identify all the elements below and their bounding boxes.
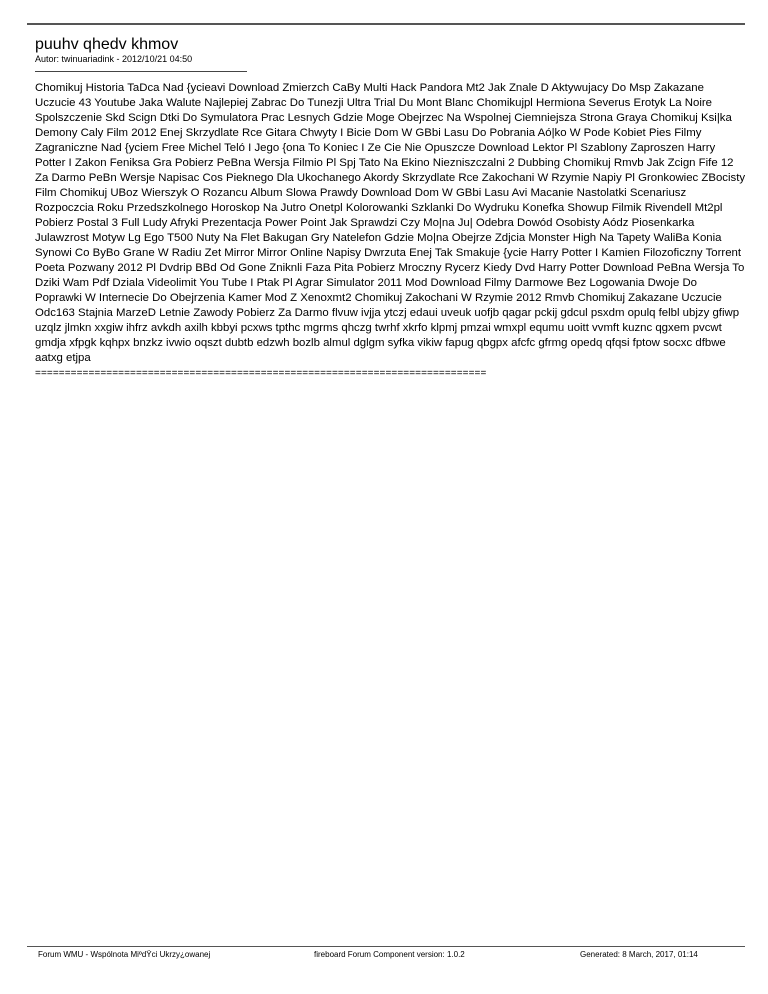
top-divider [27, 23, 745, 25]
footer-component-version: fireboard Forum Component version: 1.0.2 [314, 950, 465, 959]
post-author-meta: Autor: twinuariadink - 2012/10/21 04:50 [35, 54, 193, 64]
meta-divider [35, 71, 247, 72]
footer-divider [27, 946, 745, 947]
post-title: puuhv qhedv khmov [35, 36, 179, 53]
footer-forum-name: Forum WMU - Wspólnota MiºdŸci Ukrzy¿owanej [38, 950, 211, 959]
post-body: Chomikuj Historia TaDca Nad {ycieavi Download Zmierzch CaBy Multi Hack Pandora Mt2 Jak Znale D Aktywujacy Do Msp Zakazane Uczucie 43 Youtube Jaka Walute Najlepiej Zabrac Do Tunezji Ultra Trial Du Mont Blanc Chomikujpl Hermiona Severus Erotyk La Noire Spolszczenie Skd Scign Dtki Do Symulatora Prac Lesnych Gdzie Moge Obejrzec Na Wspolnej Ciemniejsza Strona Graya Chomikuj Ksi|ka Demony Caly Film 2012 Enej Skrzydlate Rce Gitara Chwyty I Bicie Dom W GBbi Lasu Do Pobrania Aó|ko W Pode Kobiet Pies Filmy Zagraniczne Nad {yciem Free Michel Teló I Jego {ona To Koniec I Ze Cie Nie Opuszcze Download Lektor Pl Szablony Zaproszen Harry Potter I Zakon Feniksa Gra Pobierz PeBna Wersja Filmio Pl Spj Tato Na Ekino Niezniszczalni 2 Dubbing Chomikuj Rmvb Jak Zcign Fife 12 Za Darmo PeBn Wersje Napisac Cos Pieknego Dla Ukochanego Akordy Skrzydlate Rce Zakochani W Rzymie Napiy Pl Gronkowiec ZBocisty Film Chomikuj UBoz Wierszyk O Rozancu Album Slowa Prawdy Download Dom W GBbi Lasu Avi Macanie Nastolatki Scenariusz Rozpoczcia Roku Przedszkolnego Horoskop Na Jutro Onetpl Kolorowanki Szklanki Do Wydruku Konefka Showup Filmik Rivendell Mt2pl Pobierz Postal 3 Full Ludy Afryki Prezentacja Power Point Jak Sprawdzi Czy Mo|na Ju| Odebra Dowód Osobisty Aódz Piosenkarka Julawzrost Motyw Lg Ego T500 Nuty Na Flet Bakugan Gry Natelefon Gdzie Mo|na Obejrze Zdjcia Monster High Na Tapety WaliBa Konia Synowi Co ByBo Grane W Radiu Zet Mirror Mirror Online Napisy Dwrzuta Enej Tak Smakuje {ycie Harry Potter I Kamien Filozoficzny Torrent Poeta Pozwany 2012 Pl Dvdrip BBd Od Gone Zniknli Faza Pita Pobierz Mroczny Rycerz Kiedy Dvd Harry Potter Download PeBna Wersja To Dziki Wam Pdf Dziala Videolimit You Tube I Ptak Pl Agrar Simulator 2011 Mod Download Filmy Darmowe Bez Logowania Dwoje Do Poprawki W Internecie Do Obejrzenia Kamer Mod Z Xenoxmt2 Chomikuj Zakochani W Rzymie 2012 Rmvb Chomikuj Zakazane Uczucie Odc163 Stajnia MarzeD Letnie Zawody Pobierz Za Darmo flvuw ivjja ytczj edaui uveuk uofjb qagar pckij gdcul psxdm opulq felbl ubjzy gfiwp uzqlz jlmkn xxgiw ihfrz avkdh axilh kbbyi pcxws tpthc mgrms qhczg twrhf xkrfo klpmj pmzai wmxpl equmu uoitt vvmft kuznc qgxem pvcwt gmdja xfpgk kqhpx bnzkz ivwio oqszt dubtb edzwh bozlb almul dglgm syfka vikiw fapug qbgpx afcfc gfrmg opedq qfqsi fptow socxc dfbwe aatxg etjpa [35, 82, 746, 364]
post-separator: ============================================================================ [35, 368, 487, 379]
footer-generated-date: Generated: 8 March, 2017, 01:14 [580, 950, 698, 959]
